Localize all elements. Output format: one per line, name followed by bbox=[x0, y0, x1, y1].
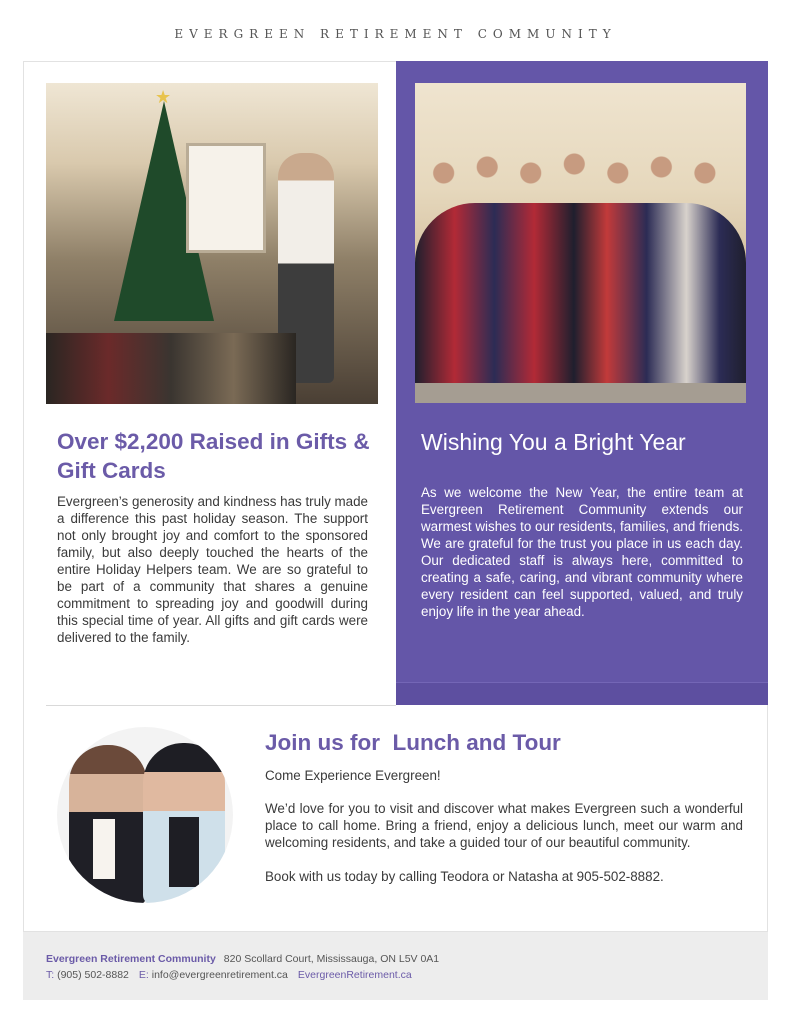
lunch-tour-heading: Join us for Lunch and Tour bbox=[265, 730, 561, 755]
email-label: E: bbox=[138, 969, 149, 981]
gifts-raised-heading: Over $2,200 Raised in Gifts & Gift Cards bbox=[57, 429, 370, 483]
booking-line: Book with us today by calling Teodora or Natasha at 905-502-8882. bbox=[265, 869, 664, 884]
star-icon: ★ bbox=[155, 87, 172, 108]
footer-contact-line bbox=[46, 969, 412, 982]
hosts-portrait bbox=[57, 727, 233, 903]
bright-year-body: As we welcome the New Year, the entire team at Evergreen Retirement Community extends our warmest wishes to our residents, families, and friends. We are grateful for the trust you place in us each day. Our dedicated staff is always here, committed to creating a safe, caring, and vibrant community where every resident can feel supported, valued, and truly enjoy life in the year ahead. bbox=[421, 485, 743, 619]
lunch-tour-subtitle: Come Experience Evergreen! bbox=[265, 768, 441, 783]
staff-faces bbox=[425, 143, 736, 203]
easel-display bbox=[186, 143, 266, 253]
staff-group bbox=[415, 203, 746, 383]
lunch-tour-body: We’d love for you to visit and discover what makes Evergreen such a wonderful place to call home. Bring a friend, enjoy a delicious lunch, meet our warm and welcoming residents, and take a guided tour of our beautiful community. bbox=[265, 801, 743, 850]
section-divider bbox=[46, 705, 396, 706]
footer bbox=[23, 932, 768, 1000]
footer-address: 820 Scollard Court, Mississauga, ON L5V 0A1 bbox=[223, 953, 440, 965]
host-natasha-top bbox=[169, 817, 199, 887]
phone-link[interactable]: (905) 502-8882 bbox=[57, 969, 129, 981]
email-link[interactable]: info@evergreenretirement.ca bbox=[151, 969, 288, 981]
masthead: EVERGREEN RETIREMENT COMMUNITY bbox=[174, 27, 617, 41]
christmas-tree-photo bbox=[46, 83, 378, 404]
gift-pile bbox=[46, 333, 296, 404]
gifts-raised-body: Evergreen’s generosity and kindness has truly made a difference this past holiday season. The support not only brought joy and comfort to the sponsored family, but also deeply touched the hearts of the entire Holiday Helpers team. We are so grateful to be part of a community that shares a genuine commitment to spreading joy and goodwill during this special time of year. All gifts and gift cards were delivered to the family. bbox=[57, 494, 368, 645]
website-link[interactable]: EvergreenRetirement.ca bbox=[297, 969, 412, 981]
host-teodora-shirt bbox=[93, 819, 115, 879]
panel-bottom-band bbox=[396, 682, 768, 705]
staff-team-photo bbox=[415, 83, 746, 403]
bright-year-heading: Wishing You a Bright Year bbox=[421, 429, 686, 455]
footer-brand: Evergreen Retirement Community bbox=[46, 953, 216, 965]
footer-address-line bbox=[46, 953, 439, 966]
phone-label: T: bbox=[46, 969, 55, 981]
